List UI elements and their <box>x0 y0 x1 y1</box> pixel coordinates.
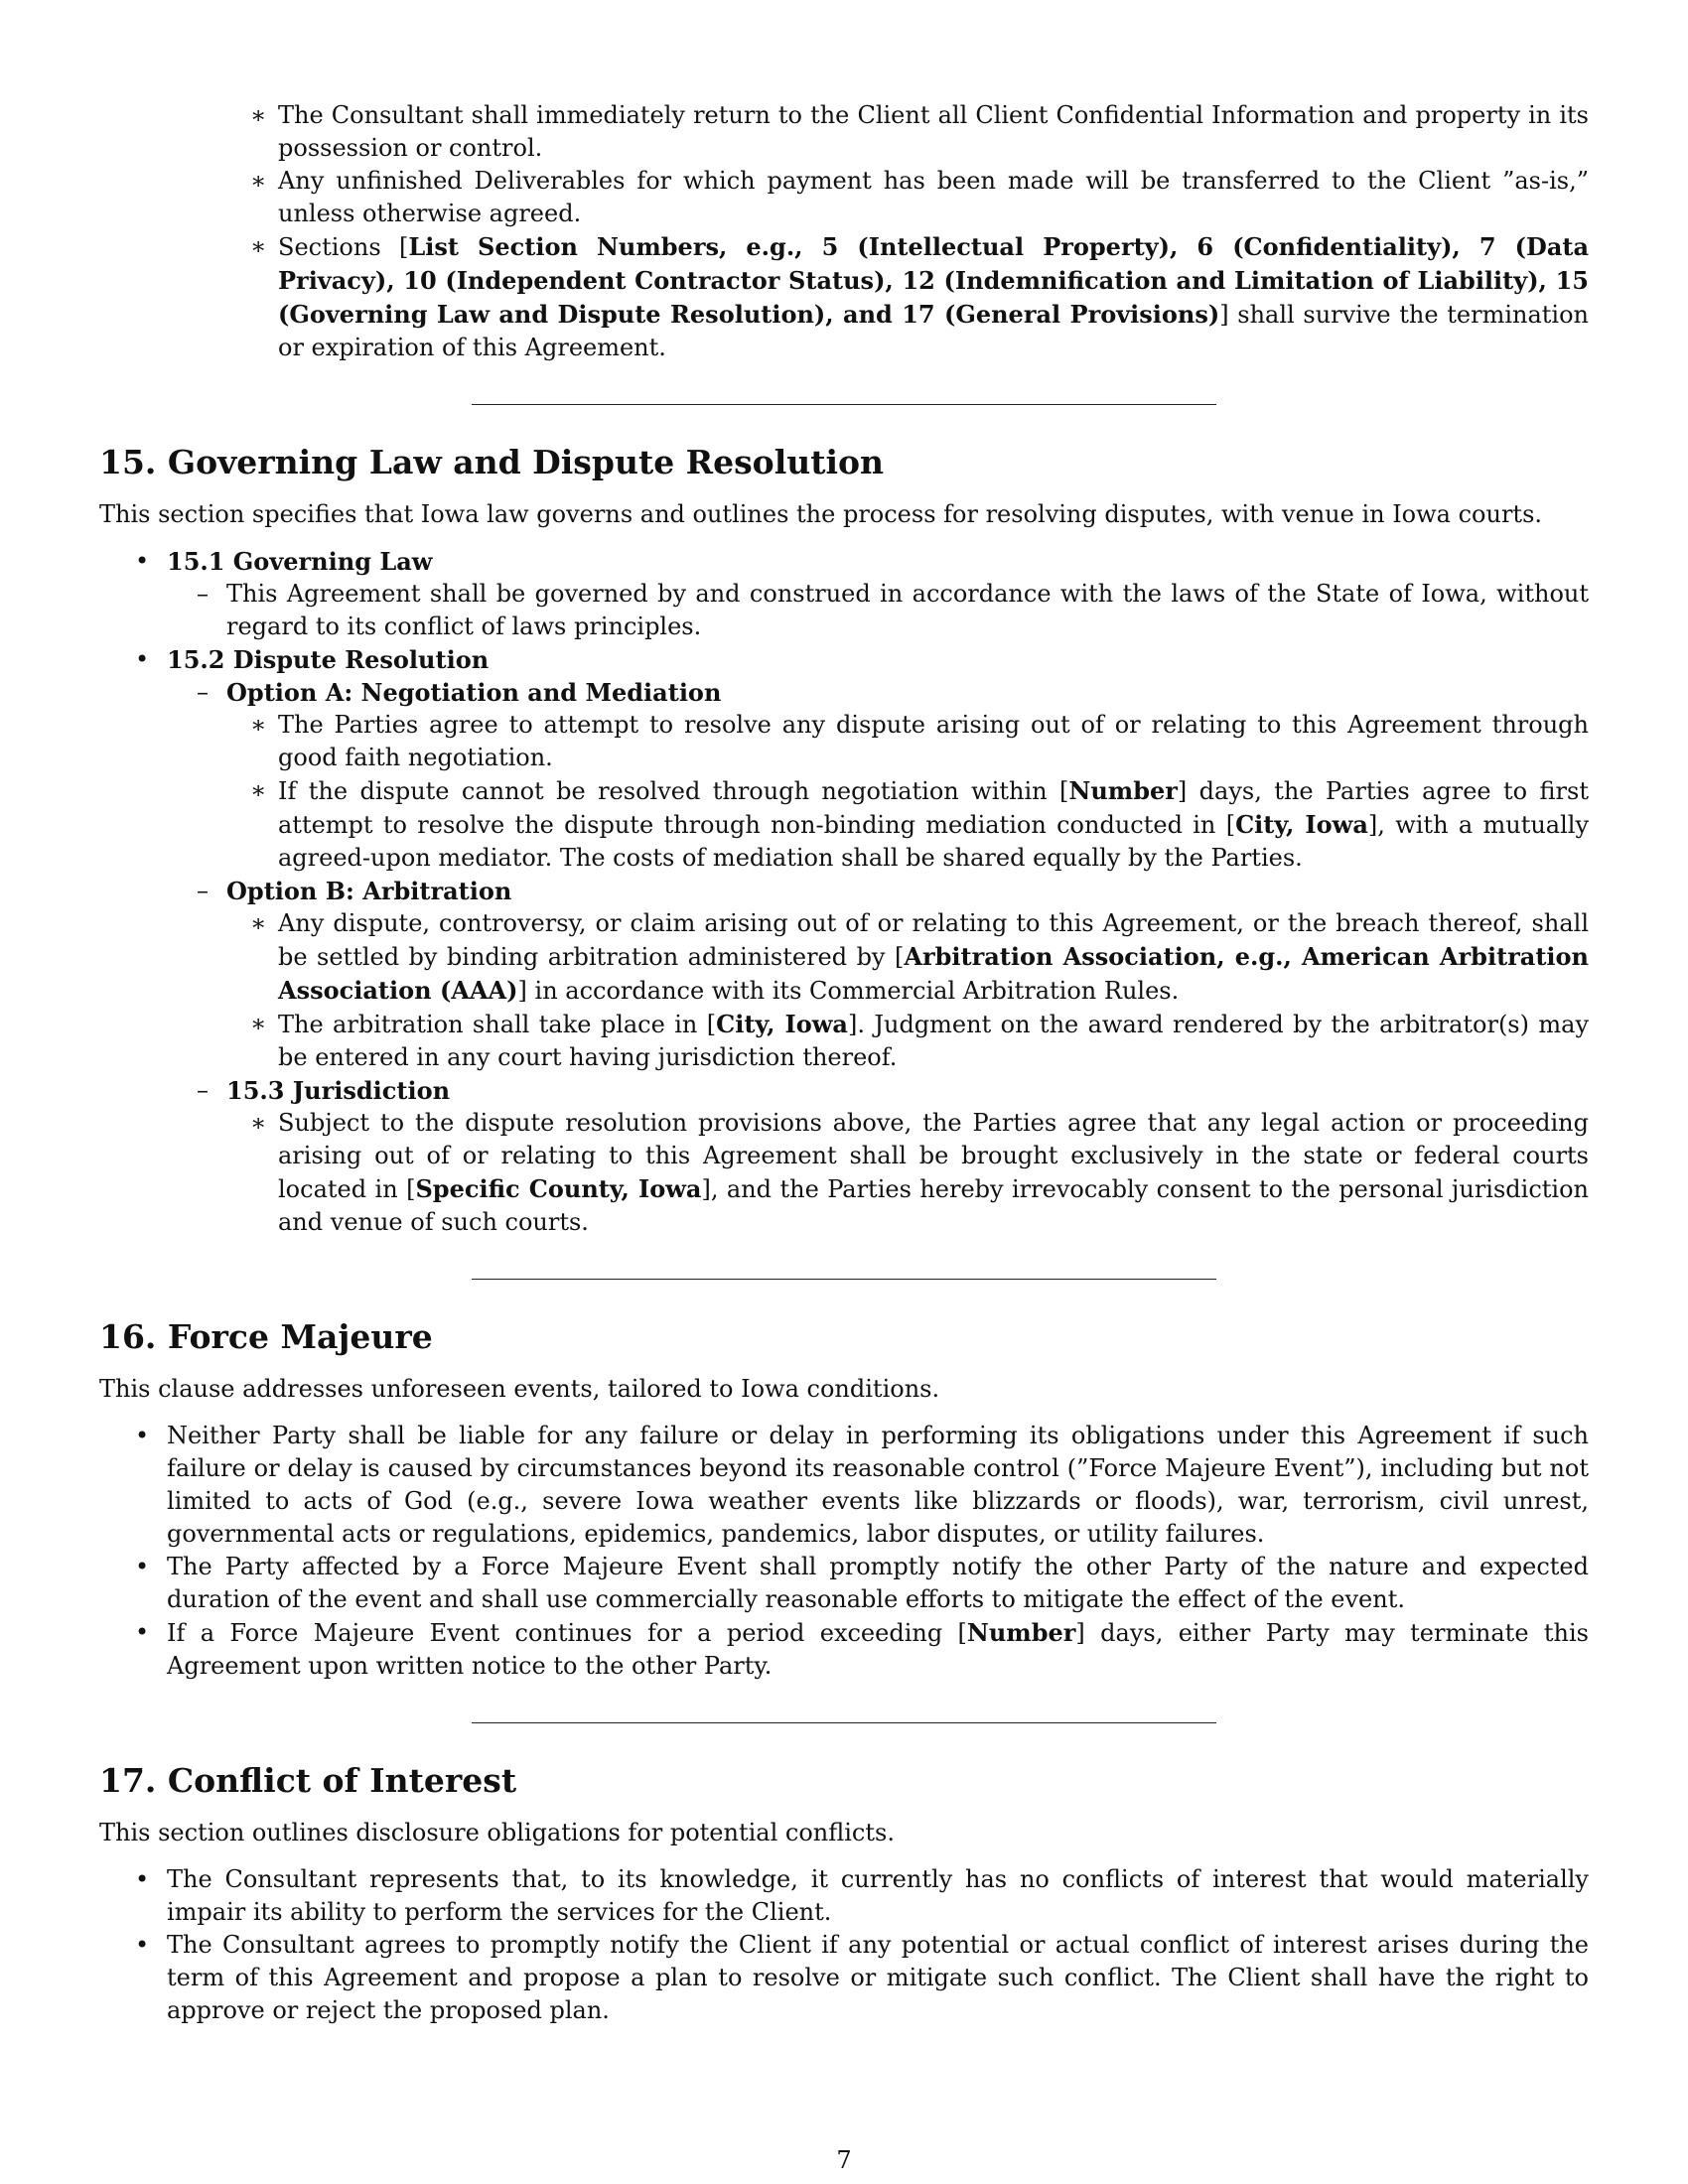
section-17-intro: This section outlines disclosure obligations for potential conflicts. <box>99 1819 895 1846</box>
section-divider <box>472 1722 1216 1723</box>
section-15-list <box>99 545 1589 1239</box>
list-item: • The Consultant represents that, to its knowledge, it currently has no conflicts of interest that would materially impair its ability to perform the services for the Client. <box>135 1865 1589 1926</box>
section-15-intro: This section specifies that Iowa law governs and outlines the process for resolving disputes, with venue in Iowa courts. <box>99 500 1543 528</box>
page-number: 7 <box>836 2146 852 2174</box>
list-item: ∗ The Consultant shall immediately return to the Client all Client Confidential Information and property in its possession or control. <box>250 101 1589 162</box>
list-item: ∗ Subject to the dispute resolution provisions above, the Parties agree that any legal action or proceeding arising out of or relating to this Agreement shall be brought exclusively in the state or federal courts located in [Specific County, Iowa], and the Parties hereby irrevocably consent to the personal jurisdiction and venue of such courts. <box>250 1109 1590 1236</box>
section-16-intro: This clause addresses unforeseen events, tailored to Iowa conditions. <box>99 1375 940 1403</box>
list-item: ∗ If the dispute cannot be resolved through negotiation within [Number] days, the Parties agree to first attempt to resolve the dispute through non-binding mediation conducted in [City, Iowa], with a mutually agreed-upon mediator. The costs of mediation shall be shared equally by the Parties. <box>250 776 1590 872</box>
jurisdiction-label: 15.3 Jurisdiction <box>226 1076 451 1105</box>
list-item: ∗ Any unfinished Deliverables for which payment has been made will be transferred to the Client ”as-is,” unless otherwise agreed. <box>250 167 1589 227</box>
bullet: • <box>135 1422 150 1449</box>
bullet: • <box>135 1618 150 1646</box>
governing-law-label: 15.1 Governing Law <box>167 547 433 576</box>
dash-bullet: – <box>197 678 209 706</box>
list-item: – This Agreement shall be governed by and construed in accordance with the laws of the State of Iowa, without regard to its conflict of laws principles. <box>197 580 1589 640</box>
star-bullet: ∗ <box>250 909 267 937</box>
list-item: ∗ The Parties agree to attempt to resolve any dispute arising out of or relating to this Agreement through good faith negotiation. <box>250 711 1589 771</box>
section-17-heading: 17. Conflict of Interest <box>99 1761 517 1800</box>
dash-bullet: – <box>197 580 209 608</box>
dash-bullet: – <box>197 877 209 904</box>
dispute-resolution-label: 15.2 Dispute Resolution <box>167 645 490 674</box>
section-divider <box>472 1279 1216 1280</box>
star-bullet: ∗ <box>250 101 267 129</box>
bullet: • <box>135 1553 150 1580</box>
star-bullet: ∗ <box>250 776 267 804</box>
section-16-list <box>99 1420 1589 1683</box>
list-item <box>99 545 1589 643</box>
bullet: • <box>135 547 150 575</box>
survival-clause: ∗ Sections [List Section Numbers, e.g., 5 (Intellectual Property), 6 (Confidentiality), 7 (Data Privacy), 10 (Independent Contractor Status), 12 (Indemnification and Limitation of Liability), 15 (Governing Law and Dispute Resolution), and 17 (General Provisions)] shall survive the termination or expiration of this Agreement. <box>250 232 1590 361</box>
section-17-list <box>99 1863 1589 2027</box>
termination-effects-list <box>99 99 1589 364</box>
star-bullet: ∗ <box>250 1010 267 1037</box>
list-item <box>99 875 1589 1074</box>
star-bullet: ∗ <box>250 711 267 739</box>
star-bullet: ∗ <box>250 1109 267 1137</box>
dash-bullet: – <box>197 1076 209 1104</box>
list-item <box>99 676 1589 875</box>
star-bullet: ∗ <box>250 167 267 195</box>
bullet: • <box>135 1931 150 1959</box>
option-b-label: Option B: Arbitration <box>226 877 512 905</box>
bullet: • <box>135 645 150 673</box>
list-item <box>99 643 1589 1239</box>
list-item: • The Party affected by a Force Majeure Event shall promptly notify the other Party of the nature and expected duration of the event and shall use commercially reasonable efforts to mitigate the effect of the event. <box>135 1553 1589 1613</box>
list-item <box>99 1074 1589 1239</box>
list-item: ∗ Any dispute, controversy, or claim arising out of or relating to this Agreement, or the breach thereof, shall be settled by binding arbitration administered by [Arbitration Association, e.g., American Arbitration Association (AAA)] in accordance with its Commercial Arbitration Rules. <box>250 909 1590 1005</box>
star-bullet: ∗ <box>250 232 267 260</box>
section-15-heading: 15. Governing Law and Dispute Resolution <box>99 443 885 481</box>
list-item: • The Consultant agrees to promptly notify the Client if any potential or actual conflict of interest arises during the term of this Agreement and propose a plan to resolve or mitigate such conflict. The Client shall have the right to approve or reject the proposed plan. <box>135 1931 1589 2024</box>
option-a-label: Option A: Negotiation and Mediation <box>226 678 722 707</box>
section-divider <box>472 404 1216 405</box>
list-item: • Neither Party shall be liable for any failure or delay in performing its obligations under this Agreement if such failure or delay is caused by circumstances beyond its reasonable control (”Force Majeure Event”), including but not limited to acts of God (e.g., severe Iowa weather events like blizzards or floods), war, terrorism, civil unrest, governmental acts or regulations, epidemics, pandemics, labor disputes, or utility failures. <box>135 1422 1589 1548</box>
list-item: • If a Force Majeure Event continues for a period exceeding [Number] days, either Party may terminate this Agreement upon written notice to the other Party. <box>135 1618 1589 1680</box>
section-16-heading: 16. Force Majeure <box>99 1317 433 1356</box>
bullet: • <box>135 1865 150 1893</box>
list-item: ∗ The arbitration shall take place in [City, Iowa]. Judgment on the award rendered by the arbitrator(s) may be entered in any court having jurisdiction thereof. <box>250 1010 1590 1071</box>
page-content <box>99 99 1589 2027</box>
